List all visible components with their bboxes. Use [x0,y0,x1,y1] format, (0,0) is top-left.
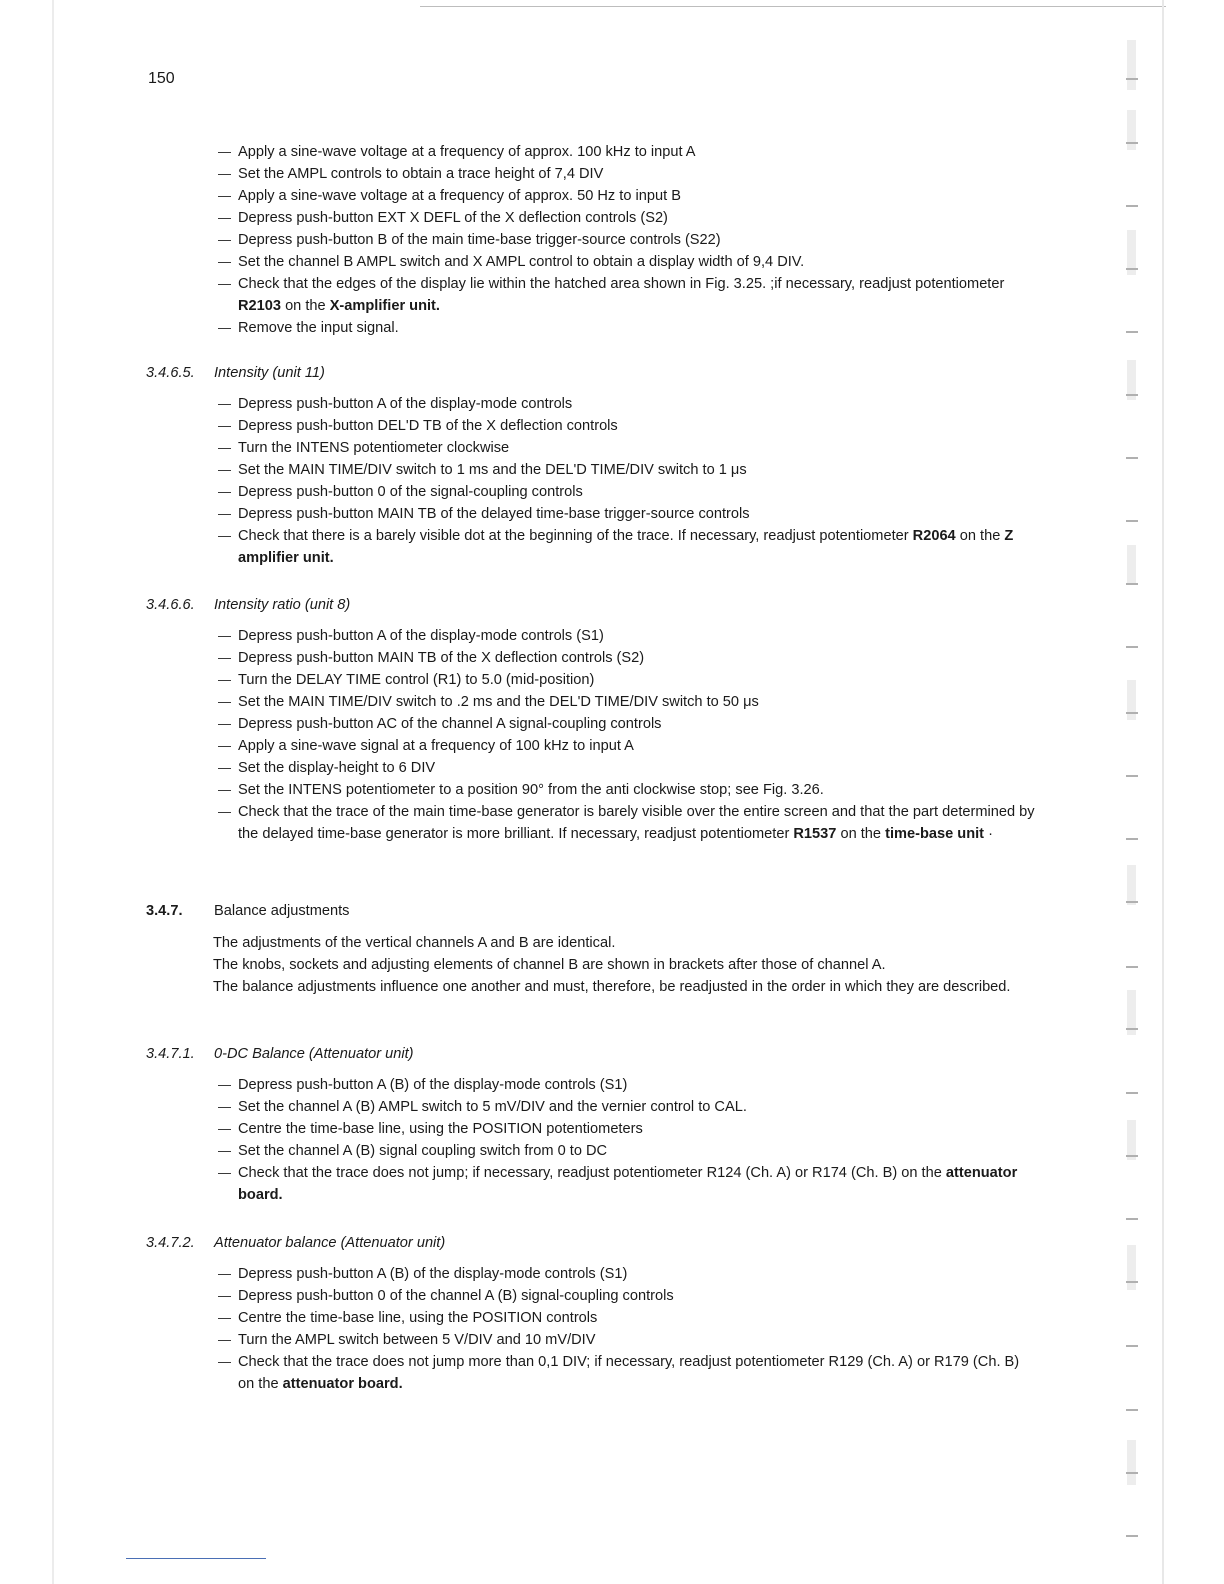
scan-margin-tick [1126,966,1138,968]
text-run: Set the display-height to 6 DIV [238,760,436,776]
bold-text: R1537 [793,826,837,842]
text-run: on the [281,298,330,314]
bold-text: R2103 [238,298,282,314]
list-item [218,647,1038,669]
list-item [218,1074,1038,1096]
text-run: Depress push-button A (B) of the display-mode controls (S1) [238,1266,628,1282]
text-run: Set the channel A (B) signal coupling switch from 0 to DC [238,1143,608,1159]
text-run: Turn the AMPL switch between 5 V/DIV and 10 mV/DIV [238,1332,596,1348]
scan-margin-tick [1126,1218,1138,1220]
scan-margin-tick [1126,712,1138,714]
bold-text: attenuator board. [238,1165,1018,1203]
scan-margin-mark [1127,1120,1136,1160]
section-heading-3-4-6-5 [146,362,325,384]
bold-text: X-amplifier unit. [329,298,440,314]
text-run: Depress push-button A of the display-mode controls (S1) [238,628,604,644]
text-run: Centre the time-base line, using the POSITION potentiometers [238,1121,643,1137]
left-page-edge [52,0,54,1584]
section-number: 3.4.7. [146,903,183,919]
scan-margin-tick [1126,583,1138,585]
text-run: Set the MAIN TIME/DIV switch to 1 ms and the DEL'D TIME/DIV switch to 1 μs [238,462,747,478]
section-title: Intensity (unit 11) [214,365,325,381]
section-heading-3-4-6-6 [146,594,350,616]
list-item [218,1263,1038,1285]
scan-margin-tick [1126,1535,1138,1537]
scan-margin-tick [1126,394,1138,396]
text-run: Depress push-button AC of the channel A signal-coupling controls [238,716,662,732]
text-run: Remove the input signal. [238,320,399,336]
list-item [218,503,1038,525]
scan-margin-tick [1126,78,1138,80]
text-run: Depress push-button MAIN TB of the delayed time-base trigger-source controls [238,506,750,522]
list-item [218,1140,1038,1162]
list-item [218,757,1038,779]
list-item [218,163,1038,185]
footnote-rule [126,1558,266,1559]
text-run: Depress push-button A of the display-mode controls [238,396,573,412]
scan-margin-mark [1127,545,1136,585]
list-item [218,669,1038,691]
text-run: Depress push-button 0 of the channel A (B) signal-coupling controls [238,1288,674,1304]
procedure-list-3-4-7-1 [218,1074,1038,1206]
text-run: Turn the DELAY TIME control (R1) to 5.0 (mid-position) [238,672,595,688]
list-item [218,1307,1038,1329]
section-body-3-4-7 [213,932,1033,998]
list-item [218,1329,1038,1351]
text-run: Check that the trace does not jump; if necessary, readjust potentiometer R124 (Ch. A) or R174 (Ch. B) on the [238,1165,946,1181]
text-run: Depress push-button EXT X DEFL of the X deflection controls (S2) [238,210,668,226]
text-run: Check that there is a barely visible dot at the beginning of the trace. If necessary, readjust potentiometer [238,528,913,544]
section-title: Attenuator balance (Attenuator unit) [214,1235,446,1251]
text-run: on the [836,826,886,842]
section-title: Balance adjustments [214,903,350,919]
text-run: Depress push-button A (B) of the display-mode controls (S1) [238,1077,628,1093]
scan-margin-tick [1126,457,1138,459]
list-item [218,1285,1038,1307]
body-paragraph: The balance adjustments influence one another and must, therefore, be readjusted in the order in which they are described. [213,979,1011,995]
scan-margin-tick [1126,1345,1138,1347]
text-run: Set the AMPL controls to obtain a trace height of 7,4 DIV [238,166,604,182]
scan-margin-mark [1127,1440,1136,1485]
list-item [218,251,1038,273]
text-run: Check that the trace does not jump more than 0,1 DIV; if necessary, readjust potentiometer R129 (Ch. A) or R179 (Ch. B) on the [238,1354,1020,1392]
list-item [218,229,1038,251]
section-heading-3-4-7-1 [146,1043,414,1065]
section-number: 3.4.6.5. [146,365,195,381]
section-heading-3-4-7-2 [146,1232,445,1254]
scan-margin-tick [1126,1409,1138,1411]
scan-margin-mark [1127,110,1136,150]
text-run: Check that the trace of the main time-base generator is barely visible over the entire screen and that the part determined by the delayed time-base generator is more brilliant. If necessary, readjust potentiometer [238,804,1035,842]
scan-margin-tick [1126,1281,1138,1283]
bold-text: attenuator board. [282,1376,403,1392]
text-run: Centre the time-base line, using the POSITION controls [238,1310,598,1326]
section-number: 3.4.7.1. [146,1046,195,1062]
list-item [218,1162,1038,1206]
list-item [218,459,1038,481]
scan-margin-tick [1126,520,1138,522]
list-item [218,779,1038,801]
section-title: 0-DC Balance (Attenuator unit) [214,1046,414,1062]
text-run: Apply a sine-wave signal at a frequency of 100 kHz to input A [238,738,634,754]
scan-margin-tick [1126,838,1138,840]
scan-margin-mark [1127,680,1136,720]
section-number: 3.4.7.2. [146,1235,195,1251]
scan-margin-tick [1126,646,1138,648]
scan-margin-tick [1126,901,1138,903]
list-item [218,273,1038,317]
list-item [218,1096,1038,1118]
scan-margin-mark [1127,865,1136,905]
list-item [218,525,1038,569]
scan-margin-tick [1126,1155,1138,1157]
text-run: Depress push-button 0 of the signal-coupling controls [238,484,583,500]
scan-margin-tick [1126,1028,1138,1030]
bold-text: time-base unit [885,826,985,842]
text-run: Set the INTENS potentiometer to a position 90° from the anti clockwise stop; see Fig. 3.26. [238,782,824,798]
list-item [218,801,1038,845]
body-paragraph: The knobs, sockets and adjusting elements of channel B are shown in brackets after those of channel A. [213,957,886,973]
text-run: on the [955,528,1005,544]
text-run: Set the channel A (B) AMPL switch to 5 mV/DIV and the vernier control to CAL. [238,1099,747,1115]
text-run: · [984,826,993,842]
list-item [218,735,1038,757]
scan-margin-tick [1126,205,1138,207]
text-run: Apply a sine-wave voltage at a frequency of approx. 50 Hz to input B [238,188,681,204]
procedure-list-top [218,141,1038,339]
list-item [218,713,1038,735]
section-title: Intensity ratio (unit 8) [214,597,351,613]
list-item [218,625,1038,647]
section-heading-3-4-7 [146,900,349,922]
procedure-list-3-4-6-5 [218,393,1038,569]
scan-margin-tick [1126,331,1138,333]
list-item [218,691,1038,713]
text-run: Apply a sine-wave voltage at a frequency of approx. 100 kHz to input A [238,144,696,160]
list-item [218,415,1038,437]
text-run: Depress push-button B of the main time-base trigger-source controls (S22) [238,232,721,248]
scan-margin-mark [1127,1245,1136,1290]
scan-margin-mark [1127,40,1136,90]
text-run: Depress push-button MAIN TB of the X deflection controls (S2) [238,650,645,666]
bold-text: R2064 [912,528,956,544]
text-run: Check that the edges of the display lie within the hatched area shown in Fig. 3.25. ;if necessary, readjust potentiometer [238,276,1005,292]
top-edge-rule [420,6,1166,7]
list-item [218,185,1038,207]
bold-text: Z amplifier unit. [238,528,1014,566]
list-item [218,1118,1038,1140]
procedure-list-3-4-6-6 [218,625,1038,845]
scan-margin-tick [1126,1472,1138,1474]
body-paragraph: The adjustments of the vertical channels A and B are identical. [213,935,616,951]
list-item [218,207,1038,229]
procedure-list-3-4-7-2 [218,1263,1038,1395]
list-item [218,141,1038,163]
section-number: 3.4.6.6. [146,597,195,613]
list-item [218,317,1038,339]
list-item [218,437,1038,459]
text-run: Depress push-button DEL'D TB of the X deflection controls [238,418,618,434]
list-item [218,1351,1038,1395]
scan-margin-tick [1126,142,1138,144]
text-run: Set the channel B AMPL switch and X AMPL control to obtain a display width of 9,4 DIV. [238,254,805,270]
list-item [218,393,1038,415]
page-number: 150 [148,70,175,87]
scan-margin-tick [1126,775,1138,777]
text-run: Set the MAIN TIME/DIV switch to .2 ms and the DEL'D TIME/DIV switch to 50 μs [238,694,759,710]
list-item [218,481,1038,503]
scan-margin-tick [1126,1092,1138,1094]
scan-margin-tick [1126,268,1138,270]
text-run: Turn the INTENS potentiometer clockwise [238,440,510,456]
right-page-edge [1162,0,1164,1584]
